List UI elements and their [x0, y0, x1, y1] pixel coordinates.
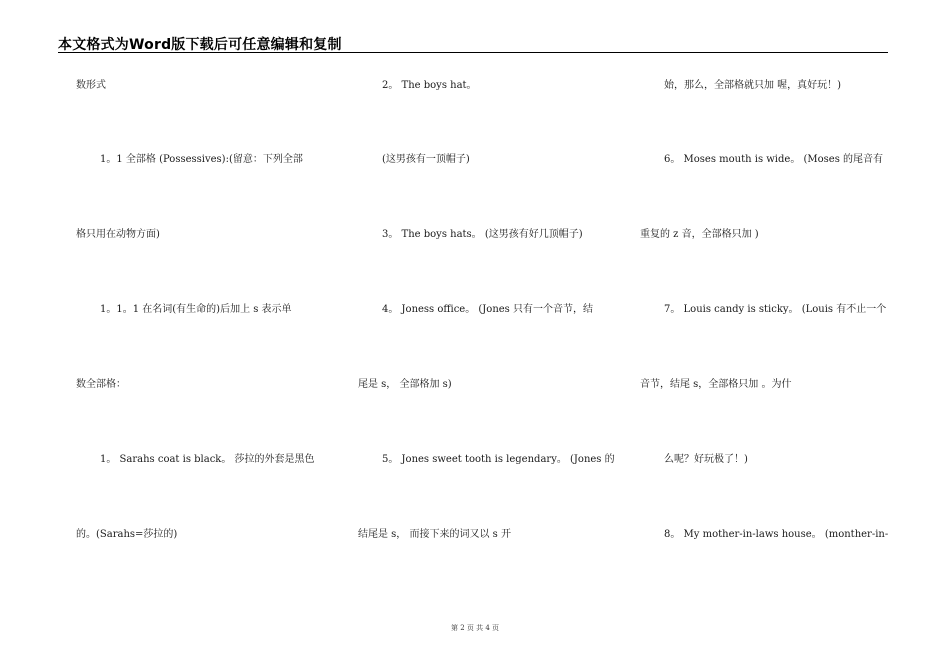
col3-line-7: 8。 My mother-in-laws house。 (monther-in- [664, 529, 889, 540]
col1-line-1: 数形式 [76, 80, 106, 91]
col3-line-1: 始，那么，全部格就只加 喔，真好玩！) [664, 80, 842, 91]
col1-line-5: 数全部格： [76, 379, 126, 390]
col2-line-1: 2。 The boys hat。 [382, 80, 477, 91]
col2-line-7: 结尾是 s， 而接下来的词又以 s 开 [358, 529, 511, 540]
col2-line-2: (这男孩有一顶帽子) [382, 154, 470, 165]
col3-line-6: 么呢？好玩极了！) [664, 454, 748, 465]
col1-line-7: 的。(Sarahs=莎拉的) [76, 529, 178, 540]
col3-line-5: 音节，结尾 s，全部格只加 。为什 [640, 379, 792, 390]
col2-line-3: 3。 The boys hats。 (这男孩有好几顶帽子) [382, 229, 583, 240]
col1-line-3: 格只用在动物方面) [76, 229, 160, 240]
col2-line-5: 尾是 s， 全部格加 s) [358, 379, 452, 390]
col3-line-4: 7。 Louis candy is sticky。 (Louis 有不止一个 [664, 304, 887, 315]
document-header-title: 本文格式为Word版下载后可任意编辑和复制 [58, 37, 342, 53]
col3-line-3: 重复的 z 音，全部格只加 ) [640, 229, 759, 240]
col1-line-4: 1。1。1 在名词(有生命的)后加上 s 表示单 [100, 304, 292, 315]
col1-line-2: 1。1 全部格 (Possessives):(留意：下列全部 [100, 154, 303, 165]
col1-line-6: 1。 Sarahs coat is black。 莎拉的外套是黑色 [100, 454, 315, 465]
page-number-footer: 第 2 页 共 4 页 [450, 624, 500, 632]
header-divider [58, 52, 888, 53]
col2-line-4: 4。 Joness office。 (Jones 只有一个音节，结 [382, 304, 593, 315]
col2-line-6: 5。 Jones sweet tooth is legendary。 (Jones 的 [382, 454, 615, 465]
col3-line-2: 6。 Moses mouth is wide。 (Moses 的尾音有 [664, 154, 884, 165]
